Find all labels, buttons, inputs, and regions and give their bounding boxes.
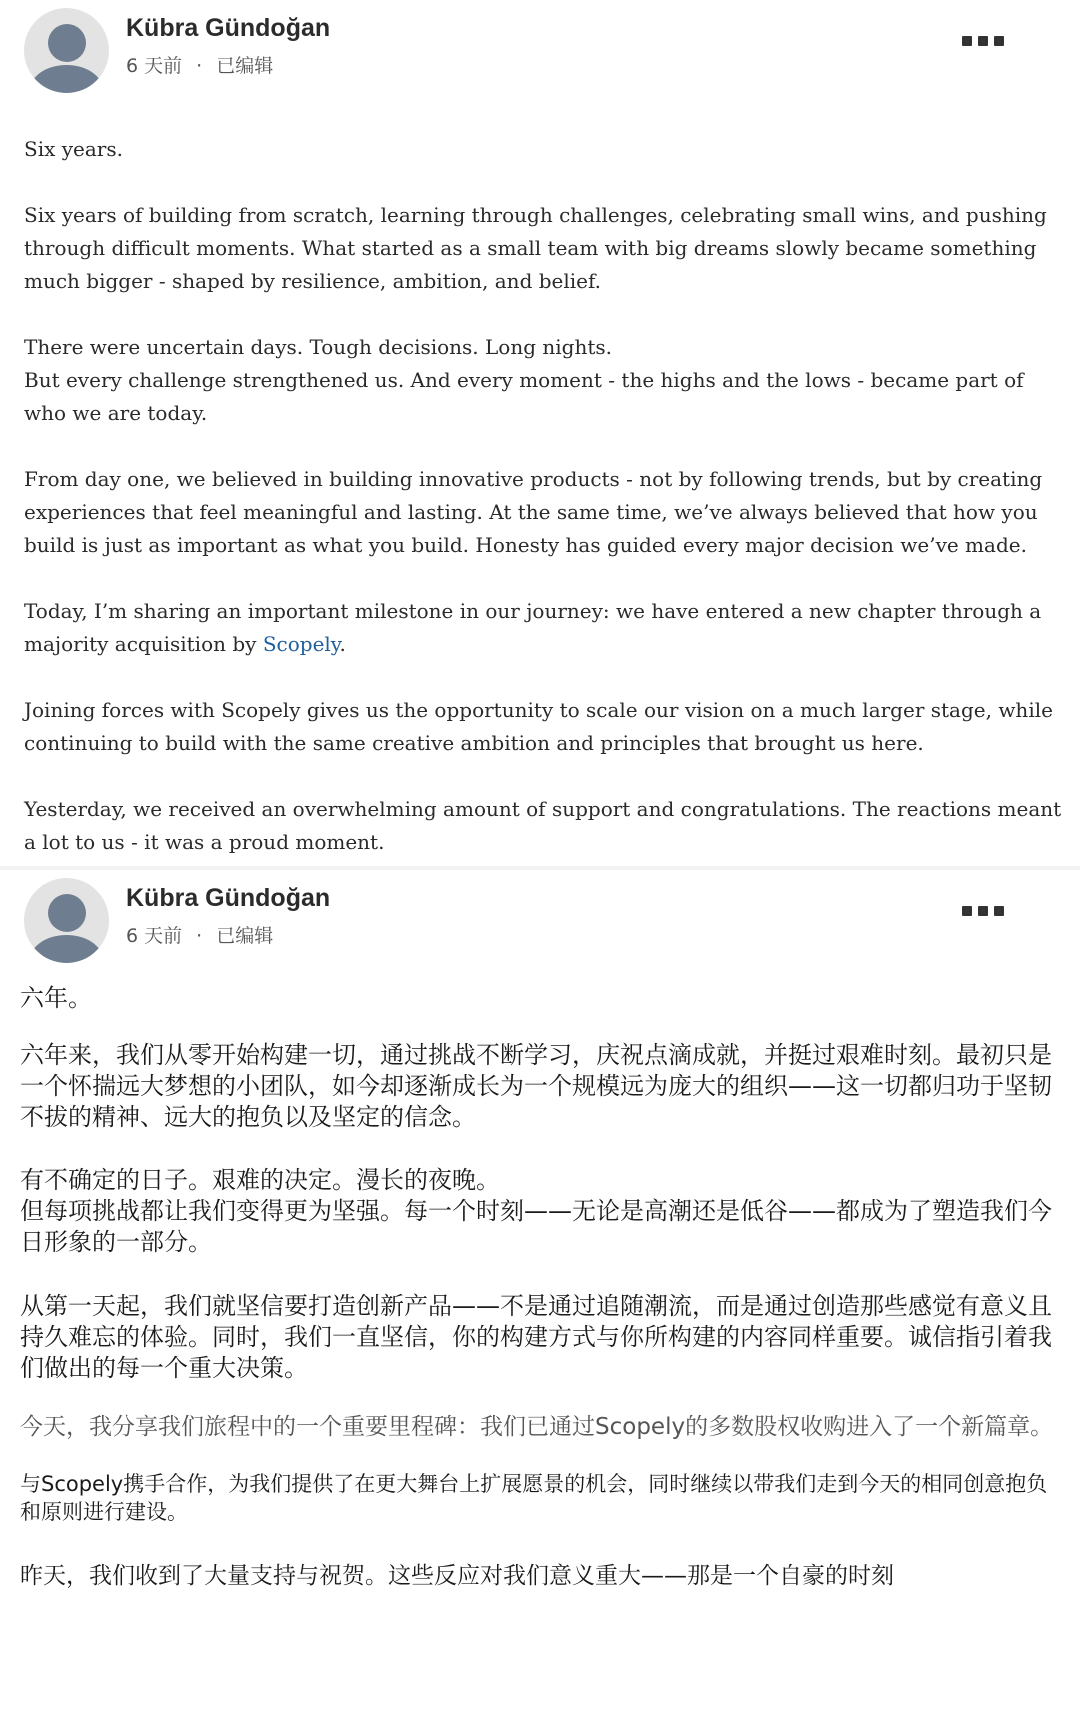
post-body — [24, 133, 1062, 892]
paragraph: 六年。 — [20, 984, 92, 1012]
scopely-link[interactable]: Scopely — [262, 632, 340, 656]
post-body — [20, 982, 1060, 1592]
paragraph: Yesterday, we received an overwhelming amount of support and congratulations. The reactions meant a lot to us - it was a proud moment. — [24, 797, 1062, 854]
avatar-head — [48, 894, 86, 932]
meta-separator: · — [196, 55, 203, 77]
author-name[interactable]: Kübra Gündoğan — [126, 884, 331, 912]
paragraph: Joining forces with Scopely gives us the opportunity to scale our vision on a much larger stage, while continuing to build with the same creative ambition and principles that brought us here. — [24, 698, 1053, 755]
avatar-head — [48, 24, 86, 62]
paragraph: 今天，我分享我们旅程中的一个重要里程碑：我们已通过Scopely的多数股权收购进入了一个新篇章。 — [20, 1414, 1054, 1440]
author-name[interactable]: Kübra Gündoğan — [126, 14, 331, 42]
avatar-shoulders — [30, 935, 103, 963]
post-meta — [126, 51, 273, 78]
avatar[interactable] — [24, 878, 109, 963]
paragraph: Six years of building from scratch, learning through challenges, celebrating small wins, and pushing through difficult moments. What started as a small team with big dreams slowly became something much bigger - shaped by resilience, ambition, and belief. — [24, 203, 1047, 293]
paragraph: 有不确定的日子。艰难的决定。漫长的夜晚。 — [20, 1166, 500, 1194]
paragraph: Six years. — [24, 137, 123, 161]
avatar-shoulders — [30, 65, 103, 93]
post-meta — [126, 921, 273, 948]
edited-label: 已编辑 — [216, 55, 274, 77]
more-options-icon[interactable] — [962, 900, 1004, 922]
paragraph: From day one, we believed in building innovative products - not by following trends, but by creating experiences that feel meaningful and lasting. At the same time, we’ve always believed that how you build is just as important as what you build. Honesty has guided every major decision we’ve made. — [24, 467, 1043, 557]
paragraph: 与Scopely携手合作，为我们提供了在更大舞台上扩展愿景的机会，同时继续以带我们走到今天的相同创意抱负和原则进行建设。 — [20, 1472, 1048, 1524]
avatar[interactable] — [24, 8, 109, 93]
edited-label: 已编辑 — [216, 925, 274, 947]
post-chinese — [0, 870, 1080, 1726]
paragraph: Today, I’m sharing an important milestone in our journey: we have entered a new chapter through a majority acquisition by Scopely. — [24, 599, 1042, 656]
more-options-icon[interactable] — [962, 30, 1004, 52]
post-time: 6 天前 — [126, 925, 183, 947]
paragraph: There were uncertain days. Tough decisions. Long nights. But every challenge strengthened us. And every moment - the highs and the lows - became part of who we are today. — [24, 335, 1024, 425]
paragraph: 六年来，我们从零开始构建一切，通过挑战不断学习，庆祝点滴成就，并挺过艰难时刻。最初只是一个怀揣远大梦想的小团队，如今却逐渐成长为一个规模远为庞大的组织——这一切都归功于坚韧不拔的精神、远大的抱负以及坚定的信念。 — [20, 1041, 1052, 1131]
paragraph: 昨天，我们收到了大量支持与祝贺。这些反应对我们意义重大——那是一个自豪的时刻 — [20, 1563, 894, 1589]
paragraph: 从第一天起，我们就坚信要打造创新产品——不是通过追随潮流，而是通过创造那些感觉有意义且持久难忘的体验。同时，我们一直坚信，你的构建方式与你所构建的内容同样重要。诚信指引着我们做出的每一个重大决策。 — [20, 1292, 1052, 1382]
meta-separator: · — [196, 925, 203, 947]
post-time: 6 天前 — [126, 55, 183, 77]
paragraph: 但每项挑战都让我们变得更为坚强。每一个时刻——无论是高潮还是低谷——都成为了塑造我们今日形象的一部分。 — [20, 1197, 1052, 1256]
